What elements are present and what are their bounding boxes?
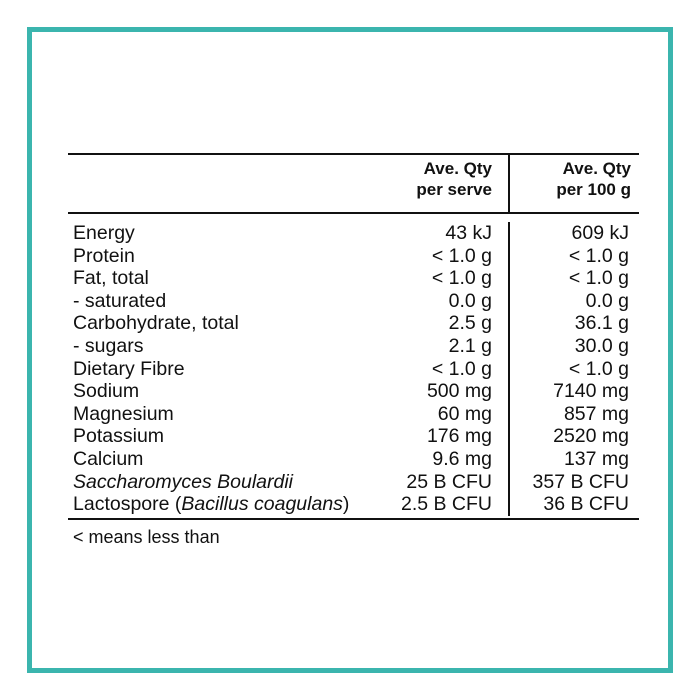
header-per-100g-line2: per 100 g bbox=[556, 180, 631, 199]
header-name-column bbox=[68, 155, 398, 212]
row-name-fat-total: Fat, total bbox=[73, 267, 149, 290]
row-name-energy: Energy bbox=[73, 222, 135, 244]
table-header bbox=[68, 155, 639, 212]
row-serve-saturated: 0.0 g bbox=[448, 289, 492, 312]
lactospore-prefix: Lactospore ( bbox=[73, 493, 182, 516]
row-name-sugars: - sugars bbox=[73, 334, 144, 357]
nutrient-name-column bbox=[68, 222, 398, 516]
row-name-saturated: - saturated bbox=[73, 289, 167, 312]
footnote: < means less than bbox=[73, 526, 220, 547]
row-serve-dietary-fibre: < 1.0 g bbox=[431, 357, 492, 380]
row-serve-protein: < 1.0 g bbox=[431, 244, 492, 267]
row-100g-saccharomyces: 357 B CFU bbox=[532, 470, 629, 493]
header-per-100g bbox=[510, 155, 639, 212]
row-serve-calcium: 9.6 mg bbox=[432, 447, 492, 470]
row-100g-energy: 609 kJ bbox=[571, 222, 629, 244]
lactospore-species: Bacillus coagulans bbox=[181, 493, 343, 516]
row-100g-fat-total: < 1.0 g bbox=[568, 267, 629, 290]
row-100g-potassium: 2520 mg bbox=[553, 425, 629, 448]
row-100g-carbohydrate: 36.1 g bbox=[574, 312, 629, 335]
header-per-serve-line2: per serve bbox=[416, 180, 492, 199]
row-serve-saccharomyces: 25 B CFU bbox=[406, 470, 492, 493]
row-name-potassium: Potassium bbox=[73, 425, 165, 448]
row-serve-sodium: 500 mg bbox=[426, 380, 492, 403]
row-name-sodium: Sodium bbox=[73, 380, 140, 403]
bottom-rule bbox=[68, 518, 639, 520]
row-100g-protein: < 1.0 g bbox=[568, 244, 629, 267]
row-100g-magnesium: 857 mg bbox=[563, 402, 629, 425]
row-serve-sugars: 2.1 g bbox=[448, 334, 492, 357]
row-serve-carbohydrate: 2.5 g bbox=[448, 312, 492, 335]
row-100g-lactospore: 36 B CFU bbox=[543, 493, 629, 516]
row-name-saccharomyces: Saccharomyces Boulardii bbox=[73, 470, 294, 493]
header-per-serve-line1: Ave. Qty bbox=[423, 159, 492, 178]
row-serve-energy: 43 kJ bbox=[445, 222, 492, 244]
row-name-dietary-fibre: Dietary Fibre bbox=[73, 357, 185, 380]
row-serve-lactospore: 2.5 B CFU bbox=[400, 493, 492, 516]
row-100g-calcium: 137 mg bbox=[563, 447, 629, 470]
row-name-protein: Protein bbox=[73, 244, 135, 267]
row-100g-dietary-fibre: < 1.0 g bbox=[568, 357, 629, 380]
row-serve-fat-total: < 1.0 g bbox=[431, 267, 492, 290]
per-100g-column bbox=[510, 222, 639, 516]
lactospore-suffix: ) bbox=[342, 493, 350, 516]
header-per-100g-line1: Ave. Qty bbox=[562, 159, 631, 178]
row-100g-saturated: 0.0 g bbox=[585, 289, 629, 312]
row-name-carbohydrate: Carbohydrate, total bbox=[73, 312, 239, 335]
nutrition-panel bbox=[68, 153, 639, 548]
header-per-serve bbox=[398, 155, 510, 212]
row-name-lactospore bbox=[73, 493, 398, 516]
table-body bbox=[68, 212, 639, 518]
row-name-magnesium: Magnesium bbox=[73, 402, 174, 425]
row-100g-sodium: 7140 mg bbox=[553, 380, 629, 403]
per-serve-column bbox=[398, 222, 510, 516]
row-name-calcium: Calcium bbox=[73, 447, 144, 470]
row-100g-sugars: 30.0 g bbox=[574, 334, 629, 357]
row-serve-potassium: 176 mg bbox=[426, 425, 492, 448]
row-serve-magnesium: 60 mg bbox=[437, 402, 492, 425]
